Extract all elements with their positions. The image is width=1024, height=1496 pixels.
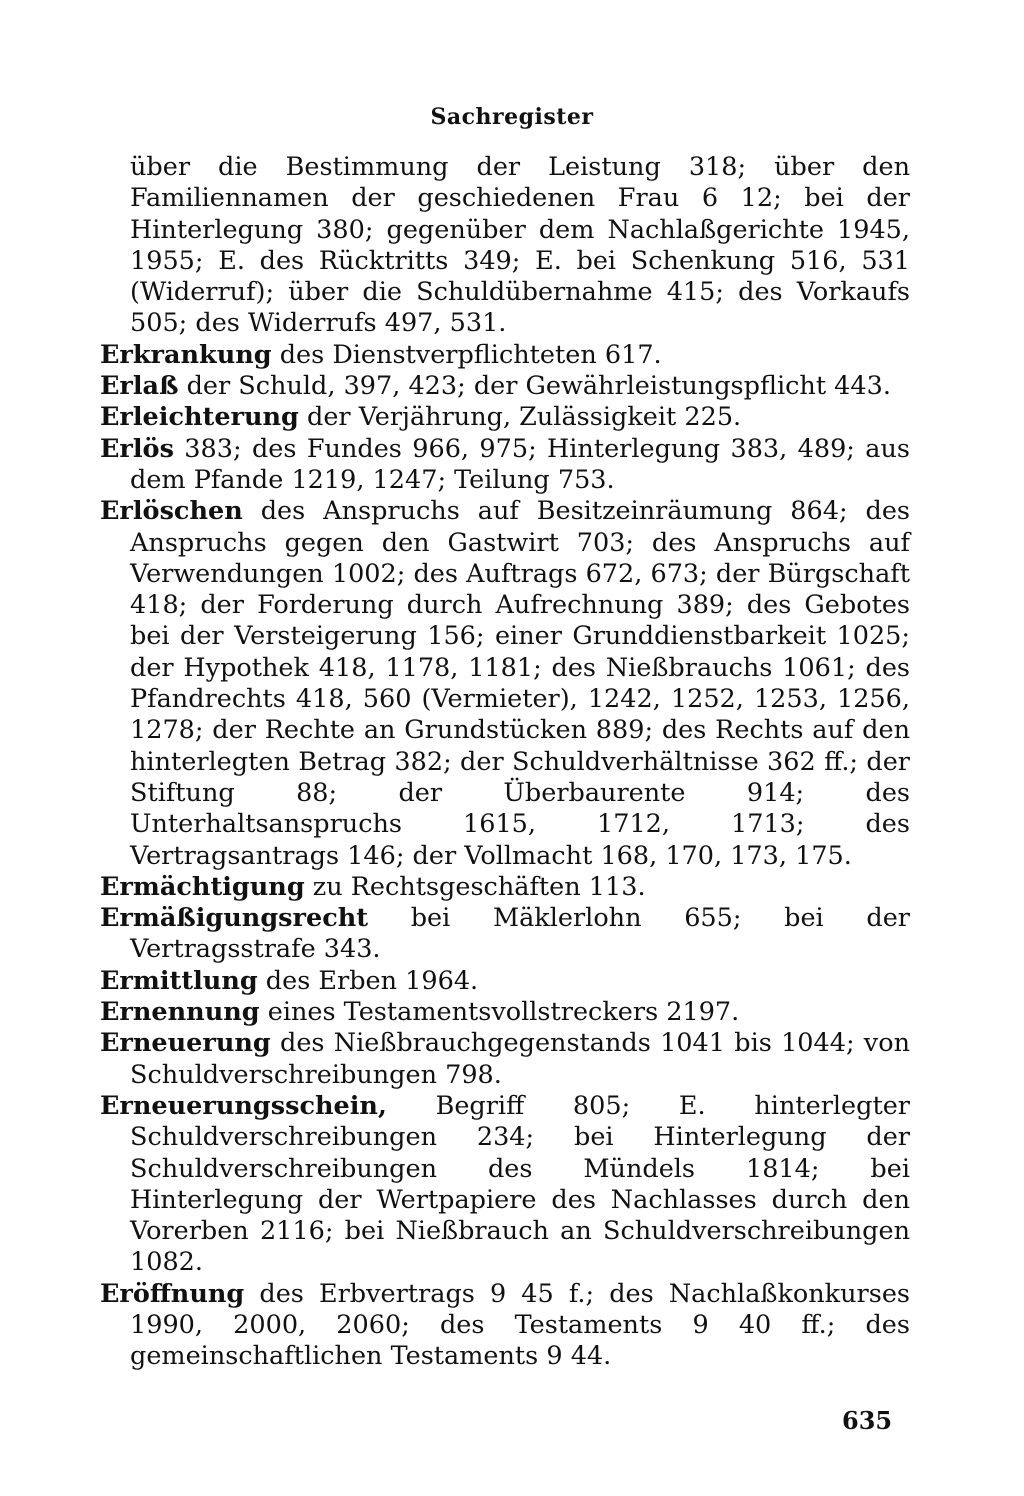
index-entry xyxy=(100,872,910,903)
entry-headword: Ermittlung xyxy=(100,965,258,996)
entry-headword: Erlöschen xyxy=(100,496,243,527)
entry-text: 383; des Fundes 966, 975; Hinterlegung 383, 489; aus dem Pfande 1219, 1247; Teilung 753. xyxy=(130,433,910,495)
entry-text: der Verjährung, Zulässigkeit 225. xyxy=(298,402,742,433)
entry-headword: Eröffnung xyxy=(100,1278,245,1309)
index-entry xyxy=(100,340,910,371)
index-entry-continuation xyxy=(100,152,910,340)
entry-text: über die Bestimmung der Leistung 318; über den Familiennamen der geschiedenen Frau 6 12; bei der Hinterlegung 380; gegenüber dem Nachlaßgerichte 1945, 1955; E. des Rücktritts 349; E. bei Schenkung 516, 531 (Widerruf); über die Schuldübernahme 415; des Vorkaufs 505; des Widerrufs 497, 531. xyxy=(130,152,910,339)
index-entry xyxy=(100,402,910,433)
entry-headword: Erleichterung xyxy=(100,402,299,433)
entry-headword: Ernennung xyxy=(100,997,260,1028)
index-entry xyxy=(100,966,910,997)
entry-text: der Schuld, 397, 423; der Gewährleistungspflicht 443. xyxy=(178,371,891,402)
entry-text: des Erbvertrags 9 45 f.; des Nachlaßkonkurses 1990, 2000, 2060; des Testaments 9 40 ff.; des gemeinschaftlichen Testaments 9 44. xyxy=(130,1278,910,1372)
index-entry xyxy=(100,371,910,402)
entry-text: eines Testamentsvollstreckers 2197. xyxy=(259,997,740,1028)
index-entry xyxy=(100,1091,910,1279)
entry-headword: Erneuerung xyxy=(100,1028,271,1059)
entry-text: bei Mäklerlohn 655; bei der Vertragsstrafe 343. xyxy=(130,903,910,965)
running-head: Sachregister xyxy=(430,104,594,130)
entry-headword: Ermäßigungsrecht xyxy=(100,903,369,934)
entry-headword: Erlös xyxy=(100,433,174,464)
index-entry xyxy=(100,434,910,497)
entry-text: Begriff 805; E. hinterlegter Schuldverschreibungen 234; bei Hinterlegung der Schuldverschreibungen des Mündels 1814; bei Hinterlegung der Wertpapiere des Nachlasses durch den Vorerben 2116; bei Nießbrauch an Schuldverschreibungen 1082. xyxy=(130,1090,910,1278)
entry-headword: Erkrankung xyxy=(100,339,272,370)
entry-headword: Erneuerungsschein, xyxy=(100,1090,387,1121)
index-column xyxy=(100,152,910,1373)
entry-text: zu Rechtsgeschäften 113. xyxy=(304,871,646,902)
entry-headword: Erlaß xyxy=(100,371,179,402)
index-entry xyxy=(100,903,910,966)
entry-text: des Anspruchs auf Besitzeinräumung 864; des Anspruchs gegen den Gastwirt 703; des Anspruchs auf Verwendungen 1002; des Auftrags 672, 673; der Bürgschaft 418; der Forderung durch Aufrechnung 389; des Gebotes bei der Versteigerung 156; einer Grunddienstbarkeit 1025; der Hypothek 418, 1178, 1181; des Nießbrauchs 1061; des Pfandrechts 418, 560 (Vermieter), 1242, 1252, 1253, 1256, 1278; der Rechte an Grundstücken 889; des Rechts auf den hinterlegten Betrag 382; der Schuldverhältnisse 362 ff.; der Stiftung 88; der Überbaurente 914; des Unterhaltsanspruchs 1615, 1712, 1713; des Vertragsantrags 146; der Vollmacht 168, 170, 173, 175. xyxy=(130,496,910,871)
entry-text: des Dienstverpflichteten 617. xyxy=(271,339,662,370)
index-entry xyxy=(100,496,910,872)
index-entry xyxy=(100,1279,910,1373)
entry-headword: Ermächtigung xyxy=(100,871,305,902)
page-number: 635 xyxy=(842,1406,893,1435)
entry-text: des Erben 1964. xyxy=(257,965,479,996)
index-entry xyxy=(100,1028,910,1091)
index-entry xyxy=(100,997,910,1028)
entry-text: des Nießbrauchgegenstands 1041 bis 1044; von Schuldverschreibungen 798. xyxy=(130,1028,910,1090)
